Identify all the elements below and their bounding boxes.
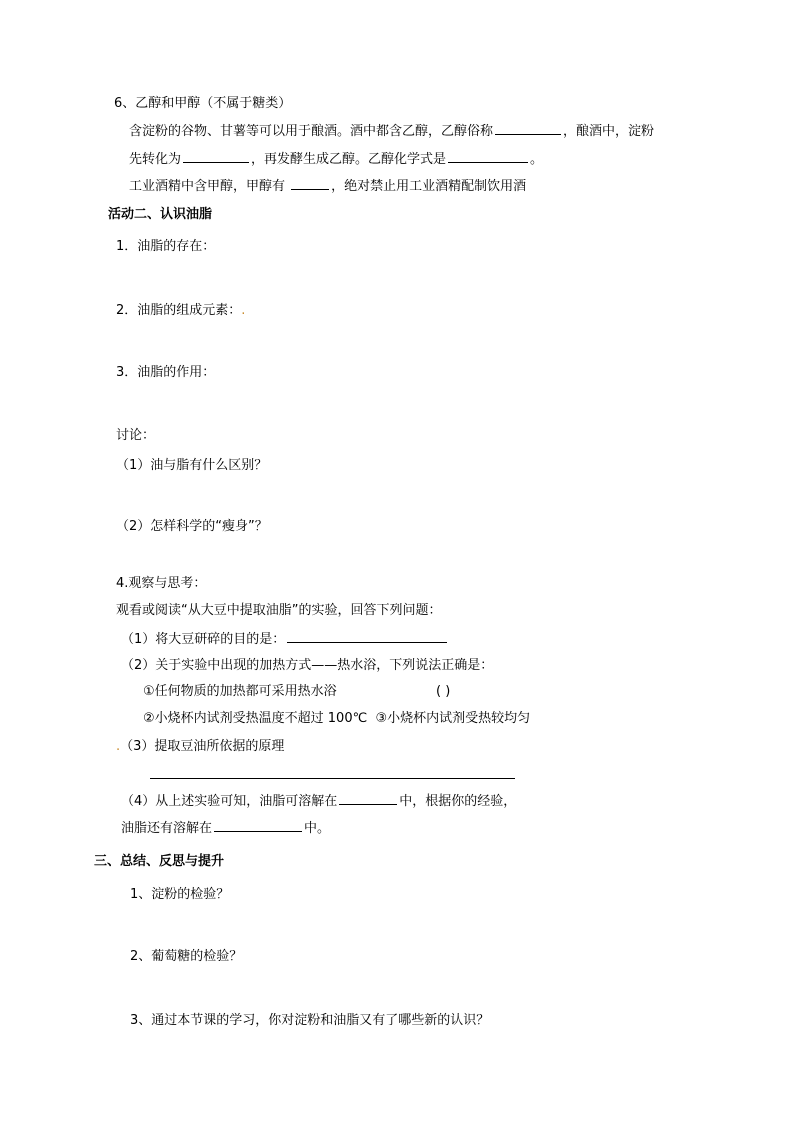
summary-q3: 3、通过本节课的学习，你对淀粉和油脂又有了哪些新的认识？ <box>130 1013 490 1028</box>
observe-q4-text-a: （4）从上述实验可知，油脂可溶解在 <box>121 794 338 809</box>
observe-opt1: ①任何物质的加热都可采用热水浴 <box>143 684 337 699</box>
blank-ethanol-common-name[interactable] <box>495 122 561 135</box>
section6-line1 <box>129 122 654 141</box>
observe-q3-text: （3）提取豆油所依据的原理 <box>120 739 285 754</box>
activity2-q2-mark: . <box>241 303 246 318</box>
discussion-q2: （2）怎样科学的“瘦身”？ <box>116 519 268 534</box>
section6-line2-text-b: ，再发酵生成乙醇。乙醇化学式是 <box>251 152 447 167</box>
section6-line3 <box>129 177 526 196</box>
answer-parentheses[interactable]: ( ) <box>436 684 451 699</box>
summary-q1: 1、淀粉的检验？ <box>130 887 230 902</box>
activity2-heading: 活动二、认识油脂 <box>108 207 213 222</box>
section6-line2 <box>129 150 543 169</box>
observe-q3-mark: . <box>116 739 121 754</box>
section6-line3-text-a: 工业酒精中含甲醇，甲醇有 <box>129 179 286 194</box>
observe-q4-line1 <box>121 792 516 811</box>
observe-intro: 观看或阅读“从大豆中提取油脂”的实验，回答下列问题： <box>116 603 442 618</box>
answer-line-principle[interactable] <box>150 778 515 779</box>
section6-line3-text-b: ，绝对禁止用工业酒精配制饮用酒 <box>331 179 527 194</box>
section6-line2-text-a: 先转化为 <box>129 152 182 167</box>
observe-q3 <box>116 738 284 756</box>
blank-oil-solvent[interactable] <box>339 792 397 805</box>
observe-heading: 4.观察与思考： <box>116 576 207 591</box>
blank-start-convert[interactable] <box>183 150 249 163</box>
blank-oil-other-solvent[interactable] <box>214 819 302 832</box>
observe-opt2-3 <box>143 710 530 728</box>
activity2-q2-text: 2．油脂的组成元素： <box>116 303 242 318</box>
blank-ethanol-formula[interactable] <box>448 150 528 163</box>
observe-opt2: ②小烧杯内试剂受热温度不超过 100℃ <box>143 711 368 726</box>
observe-q1-text: （1）将大豆研碎的目的是： <box>121 632 286 647</box>
observe-opt3: ③小烧杯内试剂受热较均匀 <box>375 711 531 726</box>
observe-q1 <box>121 630 449 649</box>
blank-methanol-property[interactable] <box>291 177 329 190</box>
observe-q4-line2 <box>121 819 330 838</box>
activity2-q2 <box>116 302 245 320</box>
section6-line1-text-b: ，酿酒中，淀粉 <box>563 124 655 139</box>
activity2-q3: 3．油脂的作用： <box>116 365 216 380</box>
observe-q2: （2）关于实验中出现的加热方式——热水浴，下列说法正确是： <box>121 658 494 673</box>
discussion-heading: 讨论： <box>116 428 156 443</box>
summary-q2: 2、葡萄糖的检验？ <box>130 949 243 964</box>
discussion-q1: （1）油与脂有什么区别？ <box>116 458 268 473</box>
observe-q4-text-d: 中。 <box>304 821 331 836</box>
section6-line1-text-a: 含淀粉的谷物、甘薯等可以用于酿酒。酒中都含乙醇，乙醇俗称 <box>129 124 494 139</box>
observe-q4-text-b: 中，根据你的经验， <box>399 794 517 809</box>
section6-line2-text-c: 。 <box>530 152 544 167</box>
blank-grind-purpose[interactable] <box>287 630 447 643</box>
summary-heading: 三、总结、反思与提升 <box>94 854 225 869</box>
observe-q4-text-c: 油脂还有溶解在 <box>121 821 213 836</box>
activity2-q1: 1．油脂的存在： <box>116 239 216 254</box>
section6-heading: 6、乙醇和甲醇（不属于糖类） <box>114 96 292 111</box>
